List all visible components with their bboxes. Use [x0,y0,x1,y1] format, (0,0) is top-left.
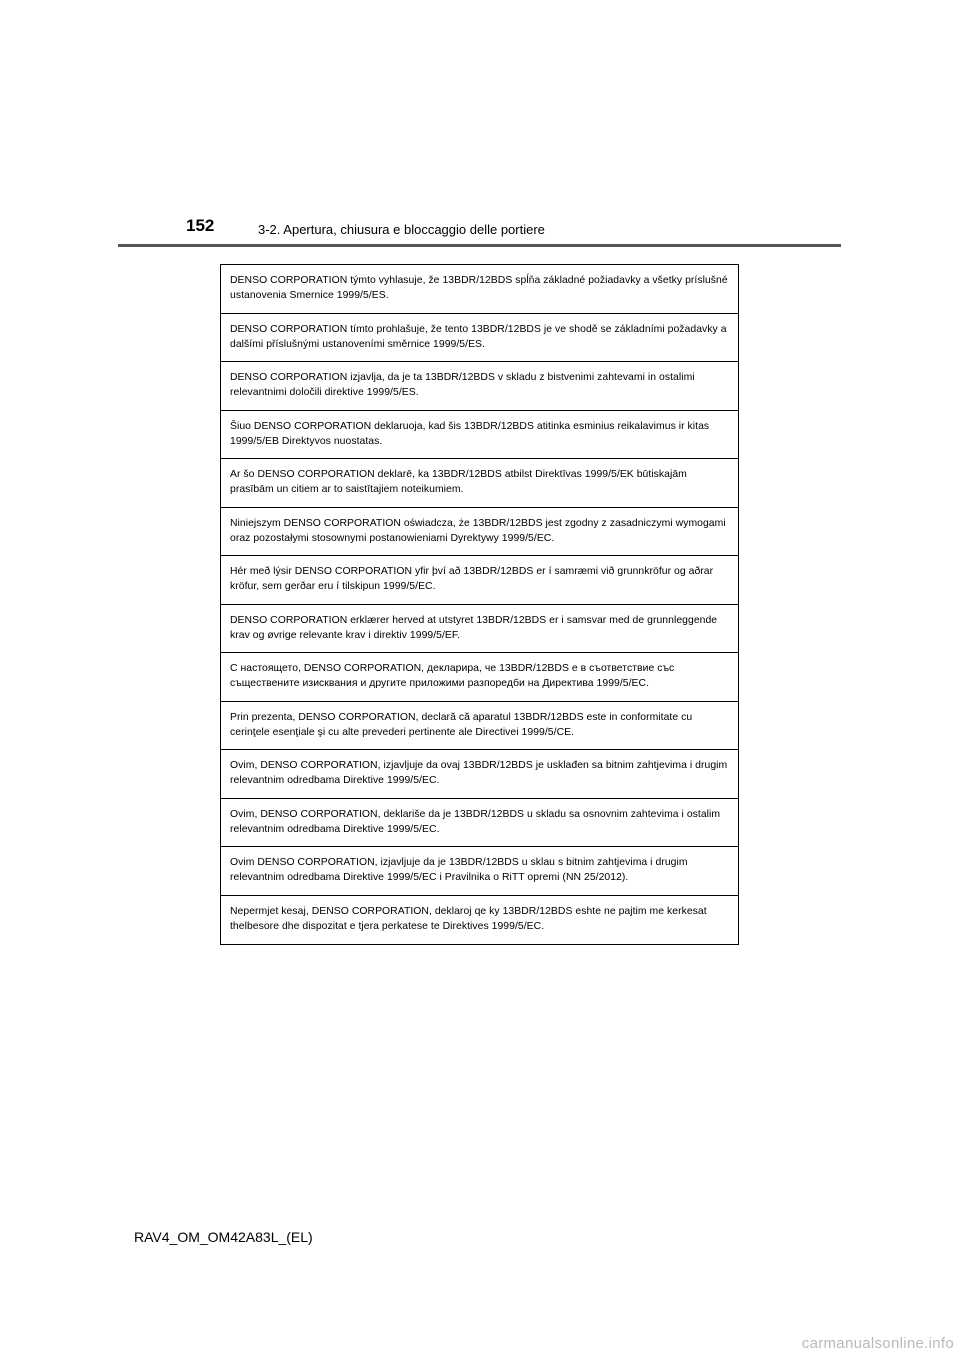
declaration-romanian: Prin prezenta, DENSO CORPORATION, declară că aparatul 13BDR/12BDS este in conformitate cu cerinţele esenţiale şi cu alte prevederi pertinente ale Directivei 1999/5/CE. [221,702,738,751]
declaration-croatian: Ovim DENSO CORPORATION, izjavljuje da je 13BDR/12BDS u sklau s bitnim zahtjevima i drugim relevantnim odredbama Direktive 1999/5/EC i Pravilnika o RiTT opremi (NN 25/2012). [221,847,738,896]
section-title: 3-2. Apertura, chiusura e bloccaggio delle portiere [258,222,545,237]
declaration-serbian: Ovim, DENSO CORPORATION, deklariše da je 13BDR/12BDS u skladu sa osnovnim zahtevima i ostalim relevantnim odredbama Direktive 1999/5/EC. [221,799,738,848]
watermark: carmanualsonline.info [801,1335,954,1352]
declaration-norwegian: DENSO CORPORATION erklærer herved at utstyret 13BDR/12BDS er i samsvar med de grunnleggende krav og øvrige relevante krav i direktiv 1999/5/EF. [221,605,738,654]
declaration-albanian: Nepermjet kesaj, DENSO CORPORATION, deklaroj qe ky 13BDR/12BDS eshte ne pajtim me kerkesat thelbesore dhe dispozitat e tjera perkatese te Direktives 1999/5/EC. [230,905,707,932]
declaration-table [220,264,739,945]
declaration-lithuanian: Šiuo DENSO CORPORATION deklaruoja, kad šis 13BDR/12BDS atitinka esminius reikalavimus ir kitas 1999/5/EB Direktyvos nuostatas. [221,411,738,460]
manual-code: RAV4_OM_OM42A83L_(EL) [134,1229,313,1245]
declaration-icelandic: Hér með lýsir DENSO CORPORATION yfir því að 13BDR/12BDS er í samræmi við grunnkröfur og aðrar kröfur, sem gerðar eru í tilskipun 1999/5/EC. [221,556,738,605]
declaration-bulgarian: С настоящето, DENSO CORPORATION, декларира, че 13BDR/12BDS е в съответствие със съществените изисквания и другите приложими разпоредби на Директива 1999/5/EC. [221,653,738,702]
declaration-polish: Niniejszym DENSO CORPORATION oświadcza, że 13BDR/12BDS jest zgodny z zasadniczymi wymogami oraz pozostałymi stosownymi postanowieniami Dyrektywy 1999/5/EC. [221,508,738,557]
declaration-czech: DENSO CORPORATION tímto prohlašuje, že tento 13BDR/12BDS je ve shodě se základními požadavky a dalšími příslušnými ustanoveními směrnice 1999/5/ES. [221,314,738,363]
declaration-latvian: Ar šo DENSO CORPORATION deklarē, ka 13BDR/12BDS atbilst Direktīvas 1999/5/EK būtiskajām prasībām un citiem ar to saistītajiem noteikumiem. [221,459,738,508]
declaration-slovak: DENSO CORPORATION týmto vyhlasuje, že 13BDR/12BDS spĺňa základné požiadavky a všetky príslušné ustanovenia Smernice 1999/5/ES. [221,265,738,314]
page-number: 152 [186,216,215,235]
declaration-bosnian: Ovim, DENSO CORPORATION, izjavljuje da ovaj 13BDR/12BDS je usklađen sa bitnim zahtjevima i drugim relevantnim odredbama Direktive 1999/5/EC. [221,750,738,799]
header-divider [118,244,841,247]
declaration-slovenian: DENSO CORPORATION izjavlja, da je ta 13BDR/12BDS v skladu z bistvenimi zahtevami in ostalimi relevantnimi določili direktive 1999/5/ES. [221,362,738,411]
